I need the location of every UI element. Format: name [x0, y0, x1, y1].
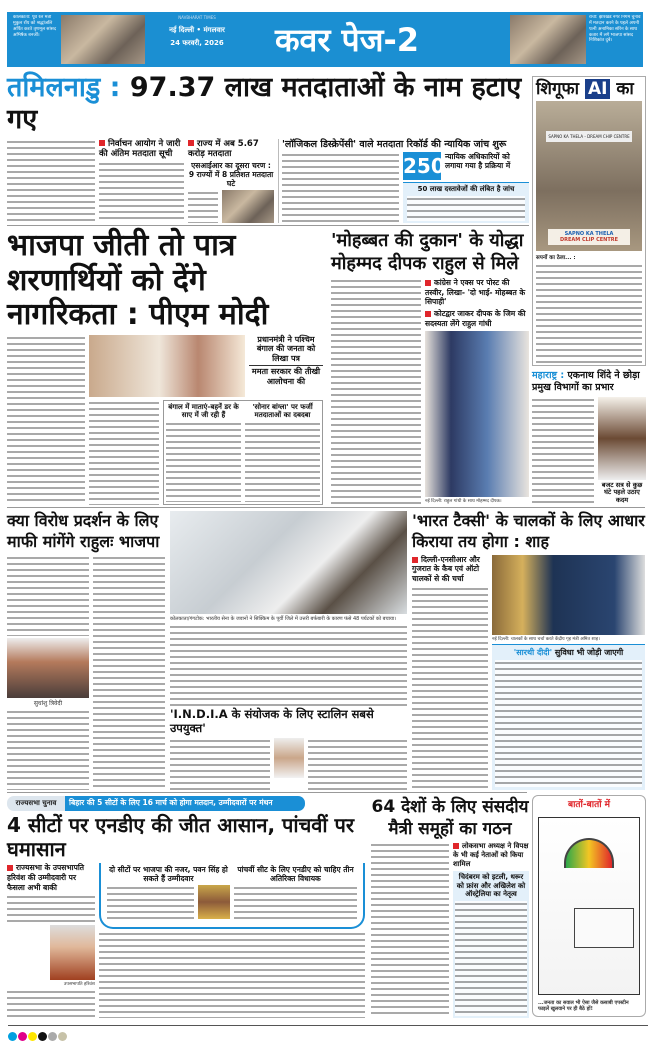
- cartoon-caption: ...जनता का सवाल भी ऐसा जैसे कसाबी एपस्टीन फाइलें खुलवाने पर ही बैठे हों!: [538, 999, 629, 1012]
- modi-box2: 'सोनार बांग्ला' पर फर्जी मतदाताओं का दबदबा: [252, 402, 313, 419]
- shigufa-sign-bottom: [548, 229, 630, 245]
- logical-right: [403, 152, 529, 223]
- saarthi-title: [495, 648, 642, 658]
- article-body: [93, 555, 165, 790]
- trivedi-photo: [7, 638, 89, 698]
- rajyasabha-box2: पांचवीं सीट के लिए एनडीए को चाहिए तीन अतिरिक्त विधायक: [237, 865, 354, 883]
- modi-body: [7, 335, 323, 506]
- maitri-bullet: लोकसभा अध्यक्ष ने विपक्ष के भी कई नेताओं को किया शामिल: [453, 842, 529, 869]
- tamilnadu-headline: [7, 72, 529, 137]
- shah-drivers-photo: [492, 555, 645, 635]
- tamilnadu-title: 97.37 लाख मतदाताओं के नाम हटाए गए: [7, 72, 522, 136]
- rajyasabha-box: [99, 863, 365, 929]
- article-body: [7, 989, 95, 1018]
- logical-col: [278, 139, 529, 223]
- pawan-row: [107, 885, 230, 919]
- tamilnadu-col3: [188, 139, 274, 223]
- shigufa-sign3: DREAM CLIP CENTRE: [559, 237, 619, 244]
- tamilnadu-prefix: तमिलनाडु :: [7, 72, 121, 103]
- shigufa-title-right: का: [616, 79, 634, 99]
- number-row: [403, 152, 529, 180]
- saarthi-box: [492, 644, 645, 790]
- page-title: कवर पेज-2: [274, 21, 420, 59]
- modi-box: [163, 400, 323, 506]
- maitri-right: [453, 842, 529, 1018]
- maitri-box: [453, 871, 529, 1018]
- article-body: [7, 555, 89, 636]
- rahul-section: [7, 511, 165, 790]
- shigufa-sign-top: SAPNO KA THELA - DREAM CHIP CENTRE: [546, 131, 632, 142]
- shigufa-caption-lead: सपनों का ठेला... :: [536, 255, 576, 262]
- cartoon-box: [532, 795, 646, 1017]
- maharashtra-title: एकनाथ शिंदे ने छोड़ा प्रमुख विभागों का प्रभार: [532, 370, 640, 394]
- logical-box-title: 50 लाख दस्तावेजों की लंबित है जांच: [417, 185, 515, 194]
- logical-headline: 'लॉजिकल डिस्क्रेपेंसी' वाले मतदाता रिकॉर्ड की न्यायिक जांच शुरू: [282, 138, 507, 150]
- taxi-body: [412, 555, 645, 790]
- article-body: [99, 161, 184, 223]
- saarthi-title-q: 'सारथी दीदी': [513, 648, 553, 658]
- india-body: [170, 738, 407, 790]
- header-left-caption: कोलकाता: पूर्व रेल मंत्री मुकुल रॉय को श्रद्धांजलि अर्पित करते तृणमूल सांसद अभिषेक बनर्जी।: [13, 15, 57, 38]
- rajyasabha-left: [7, 863, 95, 1018]
- harivansh-photo: [50, 925, 95, 980]
- maharashtra-body: [532, 397, 646, 505]
- article-body: [455, 901, 527, 1016]
- band2: [7, 229, 529, 505]
- rahul-headline: क्या विरोध प्रदर्शन के लिए माफी मांगेंगे राहुलः भाजपा: [7, 511, 160, 551]
- shinde-block: [598, 397, 646, 505]
- article-body: [308, 738, 408, 790]
- mohabbat-section: [331, 229, 529, 505]
- sir-box-title: एसआईआर का दूसरा चरण : 9 राज्यों में 8 प्रतिशत मतदाता घटे: [188, 161, 274, 189]
- modi-side2: ममता सरकार की तीखी आलोचना की: [249, 365, 323, 386]
- article-body: [234, 885, 357, 919]
- article-body: [7, 335, 85, 506]
- article-body: [371, 842, 449, 1018]
- modi-box-col2: [245, 403, 320, 503]
- harivansh-name: उपसभापति हरिवंश: [63, 981, 95, 987]
- rahul-deepak-photo: [425, 331, 529, 498]
- modi-section: [7, 229, 323, 505]
- logical-box: [403, 182, 529, 223]
- header-left-photo: [61, 15, 145, 64]
- mohabbat-bullet2: कोटद्वार जाकर दीपक के जिम की सदस्यता लेंगे राहुल गांधी: [425, 309, 529, 329]
- rahul-body: [7, 555, 165, 790]
- modi-box1: बंगाल में माताएं-बहनें डर के साए में जी रही हैं: [168, 402, 239, 419]
- rajyasabha-bullet: राज्यसभा के उपसभापति हरिवंश की उम्मीदवारी पर फैसला अभी बाकी: [7, 863, 95, 892]
- stalin-photo: [274, 738, 304, 778]
- article-body: [407, 196, 525, 221]
- rajyasabha-body: [7, 863, 365, 1018]
- article-body: [170, 624, 407, 706]
- maitri-headline: 64 देशों के लिए संसदीय मैत्री समूहों का गठन: [371, 797, 529, 840]
- article-body: [99, 931, 365, 1018]
- article-body: [532, 397, 594, 505]
- tamilnadu-sub2: राज्य में अब 5.67 करोड़ मतदाता: [188, 139, 274, 159]
- tamilnadu-sub1: निर्वाचन आयोग ने जारी की अंतिम मतदाता सूची: [99, 139, 184, 159]
- article-body: [7, 894, 95, 923]
- middle-section: [170, 511, 407, 790]
- snow-caption: कोलकाता/गंगटोक: भारतीय सेना के जवानों ने सिक्किम के पूर्वी जिले में उत्तरी बर्फबारी के कारण फंसे 48 पर्यटकों को बचाया।: [170, 616, 397, 622]
- modi-lower: [89, 400, 323, 506]
- modi-side: [249, 335, 323, 397]
- mohabbat-body: [331, 278, 529, 505]
- shigufa-box: [532, 76, 646, 366]
- taxi-right: [492, 555, 645, 790]
- article-body: [170, 738, 270, 790]
- maharashtra-prefix: महाराष्ट्र :: [532, 370, 565, 381]
- rajyasabha-box1: दो सीटों पर भाजपा की नजर, पवन सिंह हो सकते हैं उम्मीदवार: [109, 865, 228, 883]
- article-body: [188, 190, 218, 223]
- maitri-box-title: चिदंबरम को इटली, थरूर को फ्रांस और अखिलेश को ऑस्ट्रेलिया का नेतृत्व: [456, 873, 526, 899]
- header-right-photo: [510, 15, 586, 64]
- band3: [7, 511, 645, 790]
- article-body: [412, 586, 488, 790]
- brand: NAVBHARAT TIMES: [178, 15, 216, 20]
- shigufa-title-ai: AI: [585, 79, 610, 99]
- modi-photo-row: [89, 335, 323, 397]
- shigufa-sign2: SAPNO KA THELA: [564, 231, 614, 238]
- shigufa-photo: [536, 101, 642, 251]
- maharashtra-headline: [532, 370, 646, 395]
- rahul-col1: [7, 555, 89, 790]
- snow-rescue-photo: [170, 511, 407, 614]
- article-body: [89, 400, 159, 506]
- article-body: [7, 139, 95, 223]
- maharashtra-photo-caption: बजट सत्र से कुछ घंटे पहले उठाए कदम: [601, 480, 643, 505]
- rajyasabha-headline: 4 सीटों पर एनडीए की जीत आसान, पांचवीं पर घमासान: [7, 813, 355, 861]
- taxi-left: [412, 555, 488, 790]
- rajyasabha-section: [7, 796, 365, 1018]
- mohabbat-headline: 'मोहब्बत की दुकान' के योद्धा मोहम्मद दीपक राहुल से मिले: [331, 230, 524, 275]
- modi-headline: भाजपा जीती तो पात्र शरणार्थियों को देंगे नागरिकता : पीएम मोदी: [7, 228, 269, 332]
- sir-photo: [222, 190, 274, 223]
- shigufa-title: [536, 79, 642, 99]
- header-right-caption: रांची: झारखंड नगर निगम चुनाव में मतदान करने के पहले अपनी पत्नी अनामिका सोरेन के साथ कतार में लगे भाजपा सांसद निशिकांत दुबे।: [589, 15, 641, 44]
- sir-row: [188, 190, 274, 223]
- mohabbat-caption: नई दिल्ली: राहुल गांधी के साथ मोहम्मद दीपक।: [425, 499, 502, 505]
- modi-mamata-photo: [89, 335, 245, 397]
- modi-side1: प्रधानमंत्री ने पश्चिम बंगाल की जनता को लिखा पत्र: [256, 334, 316, 363]
- article-body: [331, 278, 421, 505]
- rajyasabha-strap-row: [7, 796, 365, 811]
- rajyasabha-strap: बिहार की 5 सीटों के लिए 16 मार्च को होगा मतदान, उम्मीदवारों पर मंथन: [65, 796, 305, 811]
- maharashtra-section: [532, 370, 646, 505]
- date: 24 फरवरी, 2026: [170, 39, 224, 47]
- rajyasabha-right: [99, 863, 365, 1018]
- rajyasabha-tag: राज्यसभा चुनाव: [7, 796, 65, 811]
- shigufa-caption: [536, 263, 642, 363]
- modi-box-col1: [166, 403, 241, 503]
- band4: [7, 796, 529, 1018]
- shigufa-title-left: शिगूफा: [536, 79, 580, 99]
- saarthi-title-rest: सुविधा भी जोड़ी जाएगी: [554, 648, 624, 658]
- tamilnadu-section: [7, 72, 529, 226]
- trivedi-name: सुधांशु त्रिवेदी: [33, 699, 63, 707]
- taxi-caption: नई दिल्ली: चालकों के साथ चर्चा करते केंद्रीय गृह मंत्री अमित शाह।: [492, 636, 600, 642]
- header-banner: [7, 12, 643, 67]
- article-body: [166, 421, 241, 502]
- shinde-photo: [598, 397, 646, 480]
- tamilnadu-columns: [7, 139, 529, 223]
- taxi-bullet: दिल्ली-एनसीआर और गुजरात के कैब एवं ऑटो चालकों से की चर्चा: [412, 555, 488, 584]
- divider: [7, 507, 645, 508]
- mohabbat-right: [425, 278, 529, 505]
- divider: [7, 792, 527, 793]
- maitri-section: [371, 796, 529, 1018]
- logical-row: [282, 152, 529, 223]
- modi-right: [89, 335, 323, 506]
- cartoon-title: बातों-बातों में: [567, 800, 611, 810]
- india-headline: 'I.N.D.I.A के संयोजक के लिए स्टालिन सबसे उपयुक्त': [170, 707, 374, 736]
- article-body: [245, 421, 320, 502]
- rajyasabha-box-col2: [234, 865, 357, 919]
- number-250: 250: [403, 154, 445, 179]
- number-text: न्यायिक अधिकारियों को लगाया गया है प्रक्रिया में: [445, 152, 511, 171]
- article-body: [107, 885, 194, 919]
- taxi-headline: 'भारत टैक्सी' के चालकों के लिए आधार किराया तय होगा : शाह: [412, 511, 645, 551]
- city-day: नई दिल्ली • मंगलवार: [169, 26, 225, 34]
- tamilnadu-col2: [99, 139, 184, 223]
- taxi-section: [412, 511, 645, 790]
- maitri-body: [371, 842, 529, 1018]
- article-body: [282, 152, 399, 223]
- mohabbat-bullet1: कांग्रेस ने एक्स पर पोस्ट की तस्वीर, लिखा- 'दो भाई- मोहब्बत के सिपाही': [425, 278, 529, 307]
- pawan-singh-photo: [198, 885, 230, 919]
- article-body: [7, 709, 89, 790]
- registration-marks: [8, 1025, 648, 1035]
- rajyasabha-box-col1: [107, 865, 230, 919]
- article-body: [495, 660, 642, 787]
- cartoon-drawing: [538, 817, 640, 995]
